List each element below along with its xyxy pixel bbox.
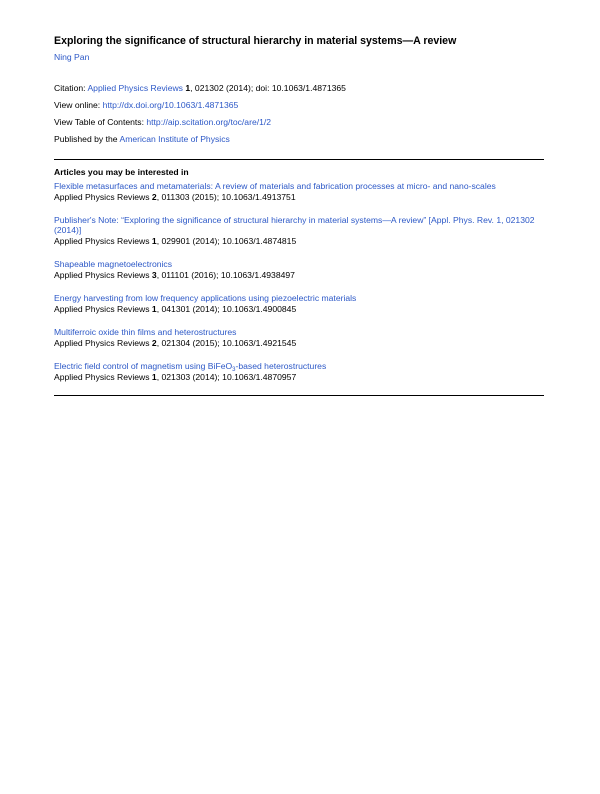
list-item xyxy=(54,259,544,281)
citation-rest: , 021302 (2014); doi: 10.1063/1.4871365 xyxy=(190,83,346,93)
article-citation: Applied Physics Reviews 1, 021303 (2014); 10.1063/1.4870957 xyxy=(54,372,297,382)
list-item xyxy=(54,293,544,315)
article-citation: Applied Physics Reviews 2, 021304 (2015); 10.1063/1.4921545 xyxy=(54,338,297,348)
list-item xyxy=(54,181,544,203)
citation-label: Citation: xyxy=(54,83,88,93)
publisher-line xyxy=(54,134,544,145)
view-online-link[interactable]: http://dx.doi.org/10.1063/1.4871365 xyxy=(102,100,239,110)
article-citation: Applied Physics Reviews 1, 029901 (2014); 10.1063/1.4874815 xyxy=(54,236,297,246)
related-articles-list xyxy=(54,181,544,383)
cover-page xyxy=(54,35,544,396)
article-title-link[interactable]: Shapeable magnetoelectronics xyxy=(54,259,173,269)
article-title-link[interactable]: Multiferroic oxide thin films and heterostructures xyxy=(54,327,237,337)
toc-label: View Table of Contents: xyxy=(54,117,147,127)
citation-journal-link[interactable]: Applied Physics Reviews xyxy=(87,83,183,93)
list-item xyxy=(54,327,544,349)
published-label: Published by the xyxy=(54,134,120,144)
list-item xyxy=(54,215,544,247)
article-citation: Applied Physics Reviews 1, 041301 (2014); 10.1063/1.4900845 xyxy=(54,304,297,314)
publisher-link[interactable]: American Institute of Physics xyxy=(119,134,230,144)
top-divider xyxy=(54,159,544,160)
view-online-label: View online: xyxy=(54,100,103,110)
citation-block xyxy=(54,83,544,145)
list-item xyxy=(54,361,544,383)
citation-volume: 1 xyxy=(185,83,191,93)
related-heading: Articles you may be interested in xyxy=(54,167,189,177)
view-online-line xyxy=(54,100,544,111)
bottom-divider xyxy=(54,395,544,396)
article-title-link[interactable]: Flexible metasurfaces and metamaterials: A review of materials and fabrication processes at micro- and nano-scales xyxy=(54,181,496,191)
toc-link[interactable]: http://aip.scitation.org/toc/are/1/2 xyxy=(146,117,272,127)
citation-line xyxy=(54,83,544,94)
toc-line xyxy=(54,117,544,128)
article-title-link[interactable]: Energy harvesting from low frequency applications using piezoelectric materials xyxy=(54,293,357,303)
article-citation: Applied Physics Reviews 3, 011101 (2016); 10.1063/1.4938497 xyxy=(54,270,295,280)
article-title-link[interactable]: Publisher's Note: “Exploring the significance of structural hierarchy in material systems—A review” [Appl. Phys. Rev. 1, 021302 (2014)] xyxy=(54,215,535,235)
article-title-link[interactable]: Electric field control of magnetism using BiFeO$_3$-based heterostructures xyxy=(54,361,327,373)
paper-title: Exploring the significance of structural hierarchy in material systems—A review xyxy=(54,35,457,47)
article-citation: Applied Physics Reviews 2, 011303 (2015); 10.1063/1.4913751 xyxy=(54,192,296,202)
author-link[interactable]: Ning Pan xyxy=(54,52,90,62)
